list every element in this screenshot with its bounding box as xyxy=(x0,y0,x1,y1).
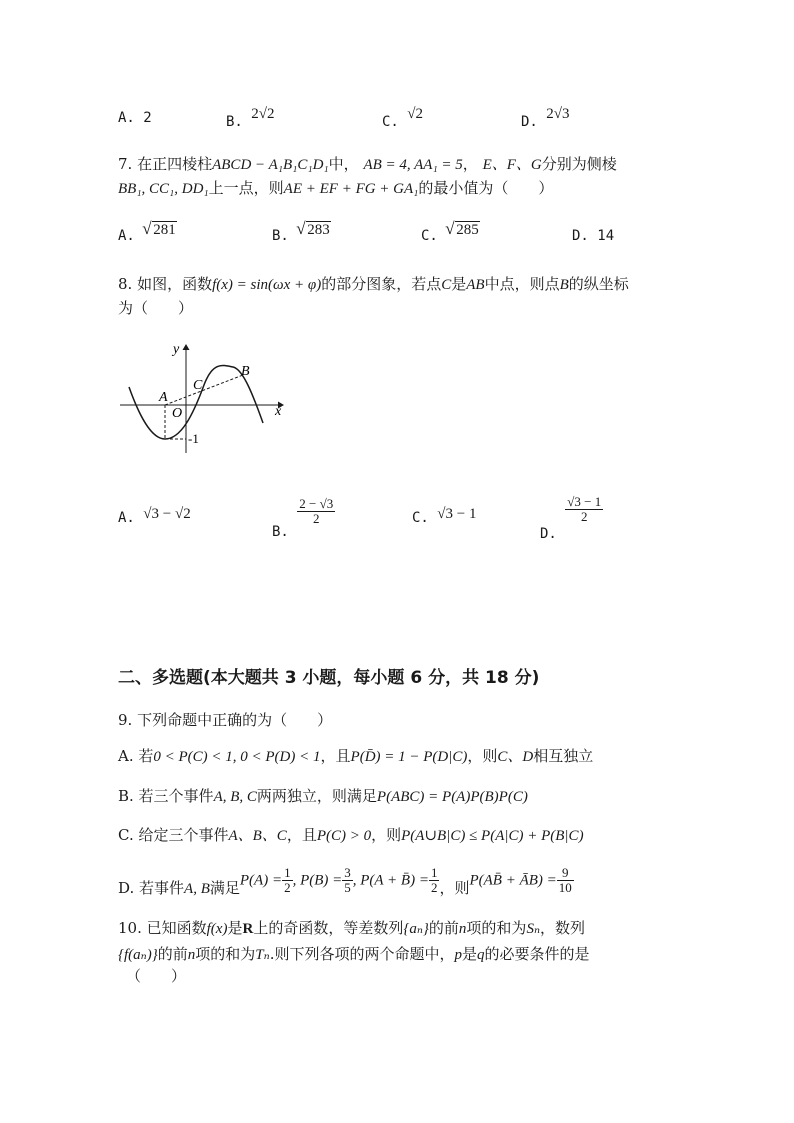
q9-option-a: A. 若0 < P(C) < 1, 0 < P(D) < 1，且P(D̄) = 1 − P(D|C)，则C、D相互独立 xyxy=(118,747,594,765)
q7-option-a: A. √ 281 xyxy=(118,228,177,245)
origin-label: O xyxy=(172,406,183,421)
q9-option-d: D. 若事件A, B满足P(A) = $\frac{1}{2}$ , P(B) = $\frac{3}{5}$ , P(A + B̄) = $\frac{1}{2}$ ，则P(AB̄ + ĀB) = $\frac{9}{10}$ xyxy=(118,865,572,897)
y-label: y xyxy=(173,342,180,357)
q8-line2: 为（ ） xyxy=(118,299,194,317)
point-c-label: C xyxy=(193,378,203,393)
q10-line3: （ ） xyxy=(126,967,187,985)
q9-stem: 9. 下列命题中正确的为（ ） xyxy=(118,711,333,729)
q9-option-c: C. 给定三个事件A、B、C，且P(C) > 0，则P(A∪B|C) ≤ P(A|C) + P(B|C) xyxy=(118,826,584,844)
q6-option-b: B. 2√2 xyxy=(226,106,275,130)
point-a-label: A xyxy=(159,390,168,405)
q8-line1: 8. 如图，函数f(x) = sin(ωx + φ)的部分图象，若点C是AB中点，则点B的纵坐标 xyxy=(118,275,629,293)
section-2-title: 二、多选题(本大题共 3 小题，每小题 6 分，共 18 分) xyxy=(118,668,540,688)
dashed-segment-ab xyxy=(165,375,243,405)
neg-one-label: -1 xyxy=(188,431,199,446)
q8-option-c: C. √3 − 1 xyxy=(412,506,477,526)
point-b-label: B xyxy=(241,364,250,379)
q6-option-c: C. √2 xyxy=(382,106,424,130)
q6-option-a: A. 2 xyxy=(118,110,152,126)
x-label: x xyxy=(275,404,282,419)
q7-line2: BB₁, CC₁, DD₁上一点，则AE + EF + FG + GA₁的最小值为（ ） xyxy=(118,179,554,197)
q7-option-b: B. √ 283 xyxy=(272,228,331,245)
q7-line1: 7. 在正四棱柱ABCD − A₁B₁C₁D₁中， AB = 4, AA₁ = 5， E、F、G分别为侧棱 xyxy=(118,155,617,173)
q10-line2: {f(aₙ)}的前n项的和为Tₙ.则下列各项的两个命题中，p是q的必要条件的是 xyxy=(118,945,590,963)
q10-line1: 10. 已知函数f(x)是R上的奇函数，等差数列{aₙ}的前n项的和为Sₙ，数列 xyxy=(118,919,586,937)
q7-option-d: D. 14 xyxy=(572,228,615,244)
q8-option-b: B. $\frac{2 - √3}{2}$ xyxy=(272,496,334,540)
q6-option-d: D. 2√3 xyxy=(521,106,570,130)
q8-option-a: A. √3 − √2 xyxy=(118,506,191,526)
q8-sine-graph xyxy=(115,335,295,460)
q7-option-c: C. √ 285 xyxy=(421,228,480,245)
q8-option-d: D. $\frac{√3 - 1}{2}$ xyxy=(540,494,602,542)
q9-option-b: B. 若三个事件A, B, C两两独立，则满足P(ABC) = P(A)P(B)P(C) xyxy=(118,787,528,805)
